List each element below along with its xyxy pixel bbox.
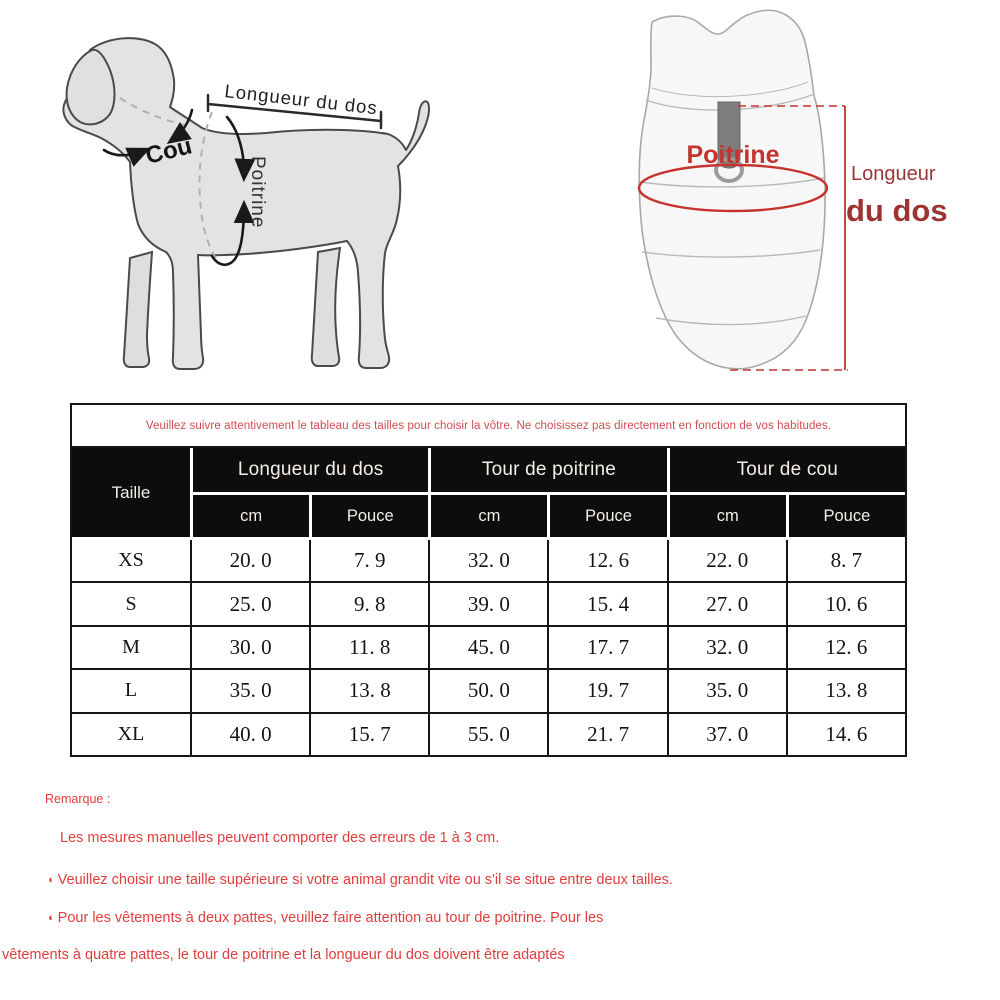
value-cell: 55. 0: [430, 714, 547, 755]
value-cell: 25. 0: [192, 583, 309, 624]
value-cell: 37. 0: [669, 714, 786, 755]
note-line: [2, 947, 565, 963]
unit-header-cm: cm: [670, 495, 786, 537]
dog-measurement-diagram: [0, 0, 500, 400]
table-body: [72, 540, 905, 755]
size-cell: XL: [72, 714, 190, 755]
value-cell: 35. 0: [669, 670, 786, 711]
col-group-back-length: Longueur du dos: [193, 448, 428, 492]
note-text: Pour les vêtements à deux pattes, veuillez faire attention au tour de poitrine. Pour les: [57, 910, 604, 926]
unit-header-pouce: Pouce: [312, 495, 428, 537]
value-cell: 12. 6: [549, 540, 666, 581]
value-cell: 14. 6: [788, 714, 905, 755]
vest-chest-label: Poitrine: [686, 141, 780, 169]
value-cell: 10. 6: [788, 583, 905, 624]
unit-header-cm: cm: [431, 495, 547, 537]
value-cell: 30. 0: [192, 627, 309, 668]
value-cell: 17. 7: [549, 627, 666, 668]
dog-chest-label: Poitrine: [247, 156, 268, 229]
value-cell: 9. 8: [311, 583, 428, 624]
value-cell: 21. 7: [549, 714, 666, 755]
vest-diagram: [600, 0, 1000, 400]
crescent-bullet-icon: ◖: [47, 874, 54, 886]
value-cell: 7. 9: [311, 540, 428, 581]
note-line: [47, 872, 673, 888]
value-cell: 15. 7: [311, 714, 428, 755]
notes-title: Remarque :: [45, 792, 111, 806]
crescent-bullet-icon: ◖: [47, 912, 54, 924]
unit-header-cm: cm: [193, 495, 309, 537]
col-group-neck-girth: Tour de cou: [670, 448, 905, 492]
size-cell: XS: [72, 540, 190, 581]
value-cell: 11. 8: [311, 627, 428, 668]
value-cell: 13. 8: [311, 670, 428, 711]
unit-header-pouce: Pouce: [550, 495, 666, 537]
size-cell: M: [72, 627, 190, 668]
value-cell: 35. 0: [192, 670, 309, 711]
size-table: [70, 403, 907, 757]
vest-back-length-label-line2: du dos: [846, 193, 948, 228]
col-group-chest-girth: Tour de poitrine: [431, 448, 666, 492]
value-cell: 45. 0: [430, 627, 547, 668]
col-header-taille: Taille: [72, 448, 190, 537]
dog-neck-label: Cou: [142, 132, 195, 170]
value-cell: 13. 8: [788, 670, 905, 711]
value-cell: 27. 0: [669, 583, 786, 624]
value-cell: 32. 0: [430, 540, 547, 581]
value-cell: 22. 0: [669, 540, 786, 581]
value-cell: 20. 0: [192, 540, 309, 581]
value-cell: 39. 0: [430, 583, 547, 624]
value-cell: 40. 0: [192, 714, 309, 755]
value-cell: 50. 0: [430, 670, 547, 711]
note-text: Les mesures manuelles peuvent comporter des erreurs de 1 à 3 cm.: [60, 830, 500, 846]
value-cell: 15. 4: [549, 583, 666, 624]
unit-header-pouce: Pouce: [789, 495, 905, 537]
value-cell: 19. 7: [549, 670, 666, 711]
note-line: [60, 830, 499, 846]
size-cell: S: [72, 583, 190, 624]
size-cell: L: [72, 670, 190, 711]
value-cell: 32. 0: [669, 627, 786, 668]
value-cell: 8. 7: [788, 540, 905, 581]
table-notice: Veuillez suivre attentivement le tableau des tailles pour choisir la vôtre. Ne choisissez pas directement en fonction de vos habitudes.: [72, 405, 905, 448]
note-text: Veuillez choisir une taille supérieure si votre animal grandit vite ou s'il se situe entre deux tailles.: [57, 872, 673, 888]
note-text: vêtements à quatre pattes, le tour de poitrine et la longueur du dos doivent être adaptés: [2, 947, 565, 963]
table-header: [72, 448, 905, 537]
vest-outline: [639, 10, 825, 368]
vest-back-length-label-line1: Longueur: [851, 163, 936, 185]
dog-back-length-label: Longueur du dos: [223, 80, 379, 119]
dog-far-legs: [124, 248, 340, 367]
note-line: [47, 910, 603, 926]
value-cell: 12. 6: [788, 627, 905, 668]
